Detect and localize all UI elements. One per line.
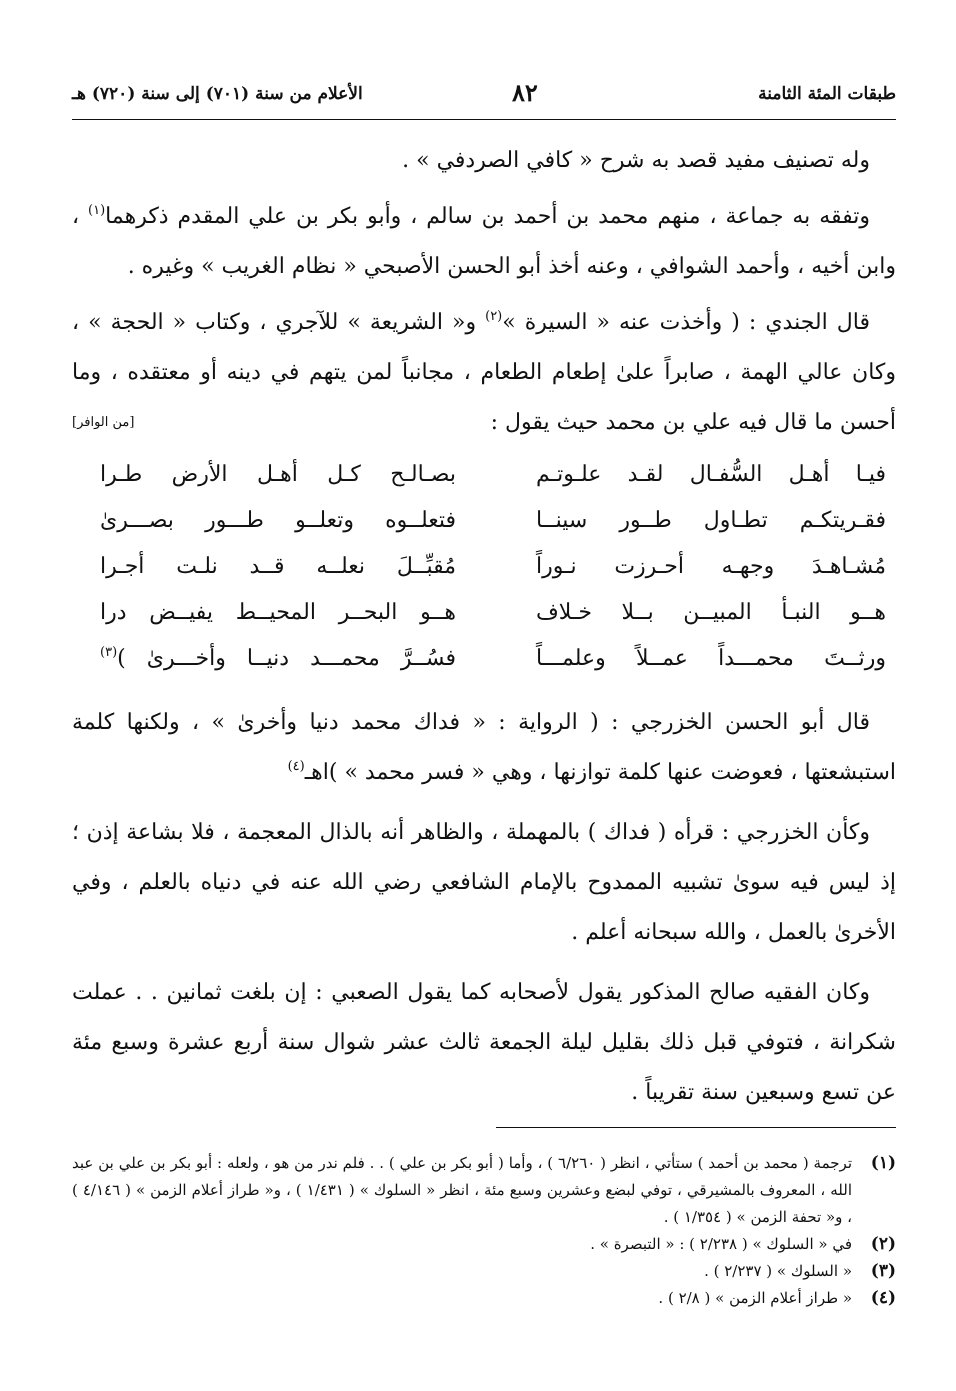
poem-verse: [86, 600, 886, 646]
paragraph-text: وكأن الخزرجي : قرأه ( فداك ) بالمهملة ، والظاهر أنه بالذال المعجمة ، فلا بشاعة إذن ؛ إذ ليس فيه سوىٰ تشبيه الممدوح بالإمام الشافعي رضي الله عنه في دنياه بالعلم ، وفي الأخرىٰ بالعمل ، والله سبحانه أعلم .: [72, 820, 896, 945]
section-title: طبقات المئة الثامنة: [758, 84, 896, 104]
header-divider: [72, 119, 896, 120]
poem-verse: [86, 462, 886, 508]
footnote-text: « طراز أعلام الزمن » ( ٢/٨ ) .: [658, 1289, 852, 1307]
hemistich-text: فسُــرَّ محمـــد دنيــا وأخـــرىٰ ): [117, 646, 456, 671]
footnote: [72, 1258, 896, 1285]
footnote: [72, 1231, 896, 1258]
poem-meter-label: [من الوافر]: [72, 415, 135, 430]
poem-verse: [86, 554, 886, 600]
footnote: [72, 1285, 896, 1312]
paragraph-text: وتفقه به جماعة ، منهم محمد بن أحمد بن سالم ، وأبو بكر بن علي المقدم ذكرهما: [105, 204, 870, 229]
verse-first-hemistich: هــو النبـأ المبيــن بــلا خـلاف: [536, 600, 886, 625]
paragraph-text: وله تصنيف مفيد قصد به شرح « كافي الصردفي » .: [402, 148, 870, 173]
poem-verse: [86, 646, 886, 692]
verse-first-hemistich: ورثــتَ محمـــداً عمــلاً وعلمـــاً: [536, 646, 886, 671]
verse-second-hemistich: فتعلــوه وتعلــو طـــور بصـــرىٰ: [100, 508, 456, 533]
verse-first-hemistich: فيـا أهـل السُّفـال لقـد علـوتـم: [536, 462, 886, 487]
body-text-top: [72, 136, 896, 448]
paragraph-text: قال الجندي : ( وأخذت عنه « السيرة »: [502, 310, 870, 335]
footnote-number: (١): [870, 1153, 896, 1173]
paragraph-text: و« الشريعة » للآجري ، وكتاب « الحجة » ، وكان عالي الهمة ، صابراً علىٰ إطعام الطعام ، مجانباً لمن يتهم في دينه أو معتقده ، وما أحسن ما قال فيه علي بن محمد حيث يقول :: [72, 310, 896, 435]
footnote-text: ترجمة ( محمد بن أحمد ) ستأتي ، انظر ( ٦/٢٦٠ ) ، وأما ( أبو بكر بن علي ) . . فلم ندر من هو ، ولعله : أبو بكر بن علي بن عبد الله ، المعروف بالمشيرقي ، توفي لبضع وعشرين وسبع مئة ، انظر « السلوك » ( ١/٤٣١ ) ، و« طراز أعلام الزمن » ( ٤/١٤٦ ) ، و« تحفة الزمن » ( ١/٣٥٤ ) .: [72, 1154, 852, 1226]
footnote-number: (٤): [870, 1288, 896, 1308]
footnote-number: (٢): [870, 1234, 896, 1254]
paragraph-text: قال أبو الحسن الخزرجي : ( الرواية : « فداك محمد دنيا وأخرىٰ » ، ولكنها كلمة استبشعتها ، فعوضت عنها كلمة توازنها ، وهي « فسر محمد » )اهـ: [72, 710, 896, 785]
footnote-ref[interactable]: (٤): [287, 759, 305, 774]
footnote-ref[interactable]: (١): [88, 203, 106, 218]
chapter-title: الأعلام من سنة (٧٠١) إلى سنة (٧٢٠) هـ: [72, 84, 363, 104]
footnote-text: في « السلوك » ( ٢/٢٣٨ ) : « التبصرة » .: [590, 1235, 852, 1253]
poem-verse: [86, 508, 886, 554]
paragraph-text: وكان الفقيه صالح المذكور يقول لأصحابه كما يقول الصعبي : إن بلغت ثمانين . . عملت شكرانة ، فتوفي قبل ذلك بقليل ليلة الجمعة ثالث عشر شوال سنة أربع عشرة وسبع مئة عن تسع وسبعين سنة تقريباً .: [72, 980, 896, 1105]
paragraph: [72, 298, 896, 448]
footnote-number: (٣): [870, 1261, 896, 1281]
page-header: [72, 78, 896, 118]
body-text-bottom: [72, 698, 896, 1118]
verse-second-hemistich: [100, 646, 456, 671]
footnote-divider: [496, 1127, 896, 1128]
footnote-text: « السلوك » ( ٢/٢٣٧ ) .: [704, 1262, 852, 1280]
page-number: ٨٢: [512, 78, 538, 107]
footnotes: [72, 1150, 896, 1312]
paragraph: [72, 698, 896, 798]
paragraph: [72, 968, 896, 1118]
verse-second-hemistich: هــو البحــر المحيــط يفيــض درا: [100, 600, 456, 625]
footnote: [72, 1150, 896, 1231]
footnote-ref[interactable]: (٢): [485, 309, 503, 324]
verse-second-hemistich: بصـالـح كـل أهـل الأرض طـرا: [100, 462, 456, 487]
paragraph: [72, 192, 896, 292]
footnote-ref[interactable]: (٣): [100, 645, 118, 660]
paragraph-text: ، وابن أخيه ، وأحمد الشوافي ، وعنه أخذ أبو الحسن الأصبحي « نظام الغريب » وغيره .: [72, 204, 896, 279]
paragraph: [72, 136, 896, 186]
poem: [86, 462, 886, 692]
verse-second-hemistich: مُقبِّــلَ نعلــه قــد نلـت أجـرا: [100, 554, 456, 579]
verse-first-hemistich: فقـريتكـم تطـاول طــور سينــا: [536, 508, 886, 533]
verse-first-hemistich: مُشـاهـدَ وجهـه أحـرزت نـوراً: [536, 554, 886, 579]
paragraph: [72, 808, 896, 958]
